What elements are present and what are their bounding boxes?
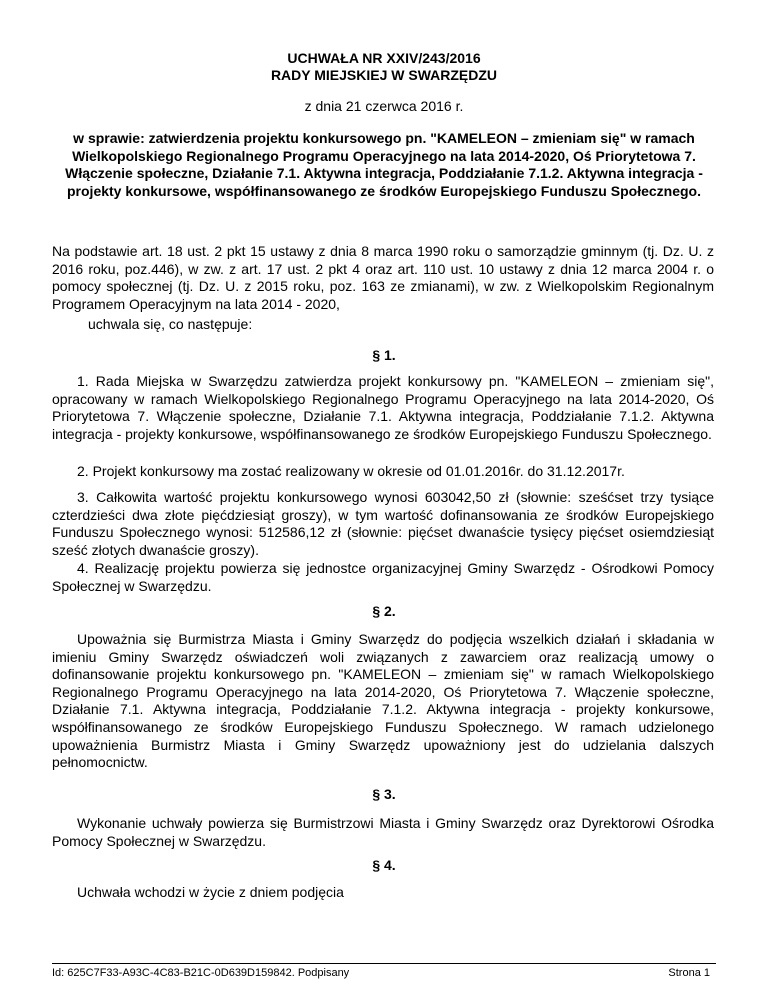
section-1-point-1: 1. Rada Miejska w Swarzędzu zatwierdza projekt konkursowy pn. "KAMELEON – zmieniam się", opracowany w ramach Wielkopolskiego Regionalnego Programu Operacyjnego na lata 2014-2020, Oś Priorytetowa 7. Włączenie społeczne, Działanie 7.1. Aktywna integracja, Poddziałanie 7.1.2. Aktywna integracja - projekty konkursowe, współfinansowanego ze środków Europejskiego Funduszu Społecznego. — [52, 373, 714, 442]
footer-document-id: Id: 625C7F33-A93C-4C83-B21C-0D639D159842. Podpisany — [52, 967, 350, 979]
document-title — [60, 50, 708, 84]
section-2-paragraph: Upoważnia się Burmistrza Miasta i Gminy Swarzędz do podjęcia wszelkich działań i składania w imieniu Gminy Swarzędz oświadczeń woli związanych z zawarciem oraz realizacją umowy o dofinansowanie projektu konkursowego pn. "KAMELEON – zmieniam się" w ramach Wielkopolskiego Regionalnego Programu Operacyjnego na lata 2014-2020, Oś Priorytetowa 7. Włączenie społeczne, Działanie 7.1. Aktywna integracja, Poddziałanie 7.1.2. Aktywna integracja - projekty konkursowe, współfinansowanego ze środków Europejskiego Funduszu Społecznego. W ramach udzielonego upoważnienia Burmistrz Miasta i Gminy Swarzędz upoważniony jest do udzielania dalszych pełnomocnictw. — [52, 631, 714, 771]
footer-page-number: Strona 1 — [668, 967, 710, 979]
title-line-1: UCHWAŁA NR XXIV/243/2016 — [287, 50, 481, 66]
section-1-heading: § 1. — [372, 347, 396, 363]
section-1-point-3: 3. Całkowita wartość projektu konkursowego wynosi 603042,50 zł (słownie: sześćset trzy tysiące czterdzieści dwa złote pięćdziesiąt groszy), w tym wartość dofinansowania ze środków Europejskiego Funduszu Społecznego wynosi: 512586,12 zł (słownie: pięćset dwanaście tysięcy pięćset osiemdziesiąt sześć złotych dwanaście groszy). — [52, 489, 714, 558]
section-1-point-2: 2. Projekt konkursowy ma zostać realizowany w okresie od 01.01.2016r. do 31.12.2017r. — [77, 463, 625, 479]
section-4-heading: § 4. — [372, 857, 396, 873]
section-1-point-4: 4. Realizację projektu powierza się jednostce organizacyjnej Gminy Swarzędz - Ośrodkowi Pomocy Społecznej w Swarzędzu. — [52, 560, 714, 594]
section-2-heading: § 2. — [372, 603, 396, 619]
resolution-clause: uchwala się, co następuje: — [88, 316, 253, 332]
document-subject: w sprawie: zatwierdzenia projektu konkursowego pn. "KAMELEON – zmieniam się" w ramach Wielkopolskiego Regionalnego Programu Operacyjnego na lata 2014-2020, Oś Priorytetowa 7. Włączenie społeczne, Działanie 7.1. Aktywna integracja, Poddziałanie 7.1.2. Aktywna integracja - projekty konkursowe, współfinansowanego ze środków Europejskiego Funduszu Społecznego. — [65, 130, 703, 199]
section-3-paragraph: Wykonanie uchwały powierza się Burmistrzowi Miasta i Gminy Swarzędz oraz Dyrektorowi Ośrodka Pomocy Społecznej w Swarzędzu. — [52, 815, 714, 849]
section-3-heading: § 3. — [372, 786, 396, 802]
legal-basis-paragraph: Na podstawie art. 18 ust. 2 pkt 15 ustawy z dnia 8 marca 1990 roku o samorządzie gminnym (tj. Dz. U. z 2016 roku, poz.446), w zw. z art. 17 ust. 2 pkt 4 oraz art. 110 ust. 10 ustawy z dnia 12 marca 2004 r. o pomocy społecznej (tj. Dz. U. z 2015 roku, poz. 163 ze zmianami), w zw. z Wielkopolskim Regionalnym Programem Operacyjnym na lata 2014 - 2020, — [52, 243, 714, 312]
section-4-paragraph: Uchwała wchodzi w życie z dniem podjęcia — [77, 884, 344, 900]
document-date: z dnia 21 czerwca 2016 r. — [304, 98, 464, 114]
title-line-2: RADY MIEJSKIEJ W SWARZĘDZU — [270, 67, 498, 83]
footer-divider — [52, 963, 716, 964]
